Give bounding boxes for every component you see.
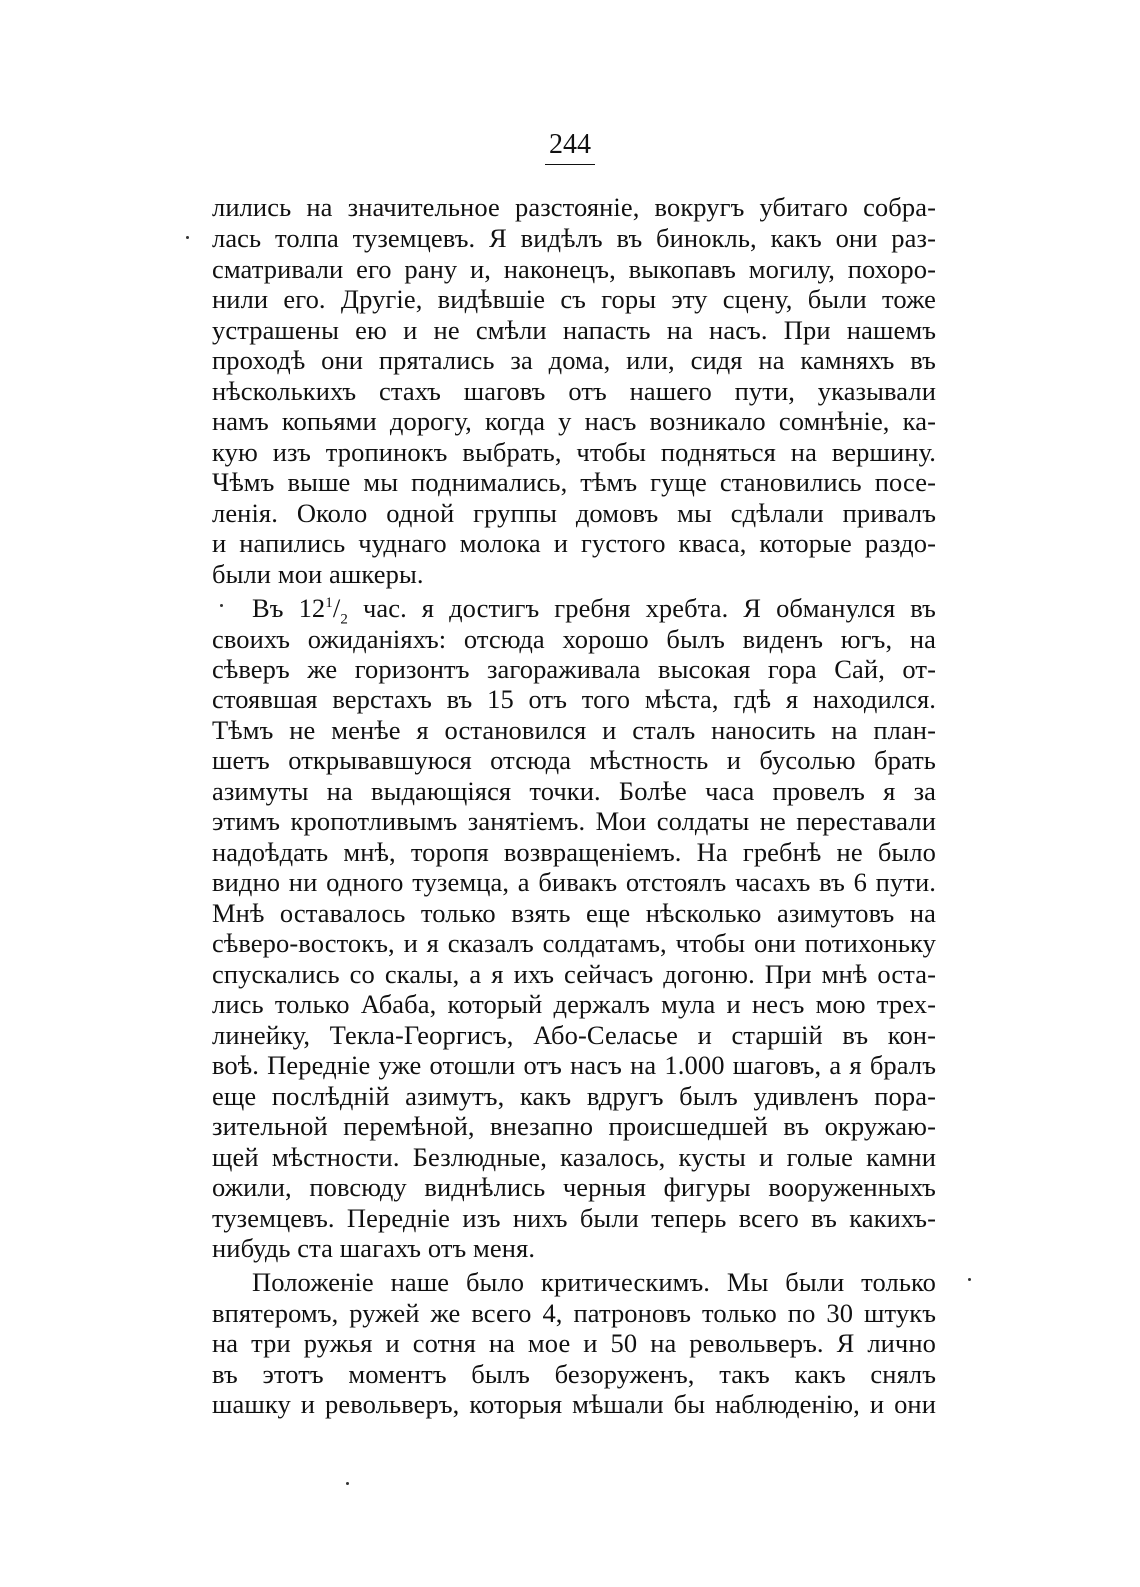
text-line: въ этотъ моментъ былъ безоруженъ, такъ какъ снялъ (212, 1359, 936, 1389)
scan-speck (220, 604, 223, 607)
text-line: кую изъ тропинокъ выбрать, чтобы подняться на вершину. (212, 437, 936, 467)
paragraph-first-line (252, 591, 936, 628)
text-line: впятеромъ, ружей же всего 4, патроновъ только по 30 штукъ (212, 1298, 936, 1328)
text-line: намъ копьями дорогу, когда у насъ возникало сомнѣніе, ка- (212, 406, 936, 436)
scan-speck (346, 1482, 349, 1485)
text-line: азимуты на выдающіяся точки. Болѣе часа провелъ я за (212, 776, 936, 806)
text-line: линейку, Текла-Георгисъ, Або-Селасье и старшій въ кон- (212, 1020, 936, 1050)
text-line: шетъ открывавшуюся отсюда мѣстность и бусолью брать (212, 745, 936, 775)
text-line: лились на значительное разстояніе, вокругъ убитаго собра- (212, 192, 936, 222)
text-line: нили его. Другіе, видѣвшіе съ горы эту сцену, были тоже (212, 284, 936, 314)
text-line: Положеніе наше было критическимъ. Мы были только (252, 1267, 936, 1297)
text-line: были мои ашкеры. (212, 559, 424, 589)
text-line: зительной перемѣной, внезапно происшедшей въ окружаю- (212, 1111, 936, 1141)
text-line: устрашены ею и не смѣли напасть на насъ. При нашемъ (212, 315, 936, 345)
text-line: ленія. Около одной группы домовъ мы сдѣлали привалъ (212, 498, 936, 528)
fraction: $^1/_2$ (325, 593, 348, 628)
text-line: на три ружья и сотня на мое и 50 на револьверъ. Я лично (212, 1328, 936, 1358)
text-line: спускались со скалы, а я ихъ сейчасъ догоню. При мнѣ оста- (212, 959, 936, 989)
text-line: Тѣмъ не менѣе я остановился и сталъ наносить на план- (212, 715, 936, 745)
text-line: сѣверъ же горизонтъ загораживала высокая гора Сай, от- (212, 654, 936, 684)
scan-speck (968, 1278, 971, 1281)
text-line: своихъ ожиданіяхъ: отсюда хорошо былъ виденъ югъ, на (212, 624, 936, 654)
text-line: сѣверо-востокъ, и я сказалъ солдатамъ, чтобы они потихоньку (212, 928, 936, 958)
text-line: и напились чуднаго молока и густого кваса, которые раздо- (212, 528, 936, 558)
text-line: видно ни одного туземца, а бивакъ отстоялъ часахъ въ 6 пути. (212, 867, 936, 897)
text-line: нибудь ста шагахъ отъ меня. (212, 1233, 536, 1263)
text-line: еще послѣдній азимутъ, какъ вдругъ былъ удивленъ пора- (212, 1081, 936, 1111)
text-line: этимъ кропотливымъ занятіемъ. Мои солдаты не переставали (212, 806, 936, 836)
text-line: туземцевъ. Передніе изъ нихъ были теперь всего въ какихъ- (212, 1203, 936, 1233)
text-line: надоѣдать мнѣ, торопя возвращеніемъ. На гребнѣ не было (212, 837, 936, 867)
text-line: стоявшая верстахъ въ 15 отъ того мѣста, гдѣ я находился. (212, 684, 936, 714)
text-line: сматривали его рану и, наконецъ, выкопавъ могилу, похоро- (212, 254, 936, 284)
text-line: щей мѣстности. Безлюдные, казалось, кусты и голые камни (212, 1142, 936, 1172)
text-line: лись только Абаба, который держалъ мула и несъ мою трех- (212, 989, 936, 1019)
page-number-text: 244 (545, 128, 595, 165)
text-line: ожили, повсюду виднѣлись черныя фигуры вооруженныхъ (212, 1172, 936, 1202)
scan-speck (186, 236, 189, 239)
fraction-denominator: 2 (340, 611, 348, 628)
text-line: нѣсколькихъ стахъ шаговъ отъ нашего пути, указывали (212, 376, 936, 406)
fraction-numerator: 1 (325, 595, 333, 612)
text-line: шашку и револьверъ, которыя мѣшали бы наблюденію, и они (212, 1389, 936, 1419)
text-line: проходѣ они прятались за дома, или, сидя на камняхъ въ (212, 345, 936, 375)
text-fragment: Въ 12 (252, 593, 326, 623)
text-line: Чѣмъ выше мы поднимались, тѣмъ гуще становились посе- (212, 467, 936, 497)
text-line: воѣ. Передніе уже отошли отъ насъ на 1.000 шаговъ, а я бралъ (212, 1050, 936, 1080)
text-line: Мнѣ оставалось только взять еще нѣсколько азимутовъ на (212, 898, 936, 928)
text-fragment: час. я достигъ гребня хребта. Я обманулся въ (347, 593, 936, 623)
text-line: лась толпа туземцевъ. Я видѣлъ въ бинокль, какъ они раз- (212, 223, 936, 253)
page-number (0, 128, 1140, 165)
